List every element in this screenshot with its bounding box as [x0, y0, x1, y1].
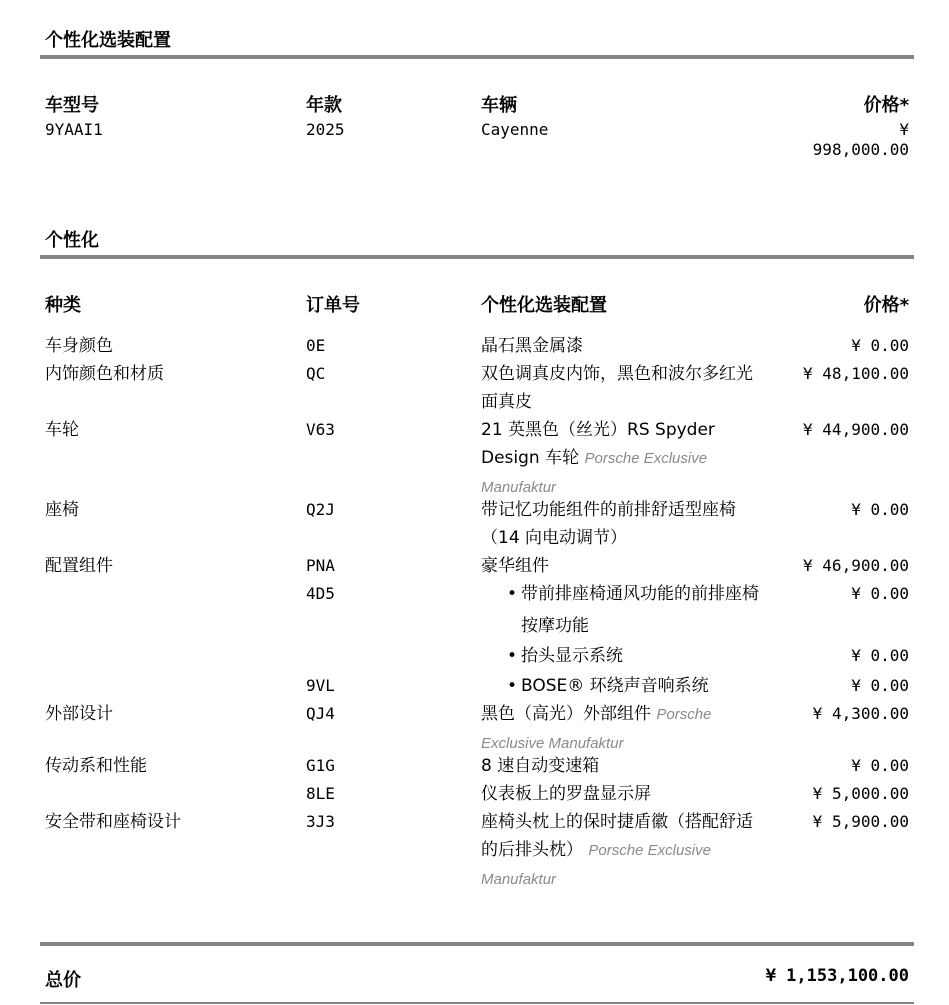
table-row	[0, 360, 949, 412]
option: 抬头显示系统	[521, 646, 623, 666]
header-code: 订单号	[306, 295, 360, 316]
price: ¥ 0.00	[851, 646, 909, 665]
option: 晶石黑金属漆	[481, 336, 583, 356]
category: 安全带和座椅设计	[45, 812, 181, 832]
model-value: 9YAAI1	[45, 120, 103, 139]
table-row	[0, 700, 949, 752]
price: ¥ 44,900.00	[803, 420, 909, 439]
price: ¥ 5,900.00	[812, 812, 909, 831]
divider	[40, 55, 914, 59]
code: 4D5	[306, 584, 335, 603]
base-price-currency: ¥	[899, 120, 909, 139]
category: 配置组件	[45, 556, 113, 576]
option: BOSE® 环绕声音响系统	[521, 676, 709, 696]
option-note: Porsche Exclusive Manufaktur	[481, 842, 711, 888]
divider	[40, 255, 914, 259]
table-row	[0, 332, 949, 360]
option-note: Porsche Exclusive Manufaktur	[481, 706, 712, 752]
price: ¥ 5,000.00	[812, 784, 909, 803]
option: 豪华组件	[481, 556, 549, 576]
code: 3J3	[306, 812, 335, 831]
code: 0E	[306, 336, 326, 355]
header-price: 价格*	[863, 295, 909, 316]
total-value: ¥ 1,153,100.00	[765, 966, 909, 986]
code: V63	[306, 420, 335, 439]
option: 座椅头枕上的保时捷盾徽（搭配舒适的后排头枕）	[481, 812, 753, 860]
category: 车身颜色	[45, 336, 113, 356]
category: 内饰颜色和材质	[45, 364, 164, 384]
option: 带记忆功能组件的前排舒适型座椅（14 向电动调节）	[481, 500, 736, 548]
option: 仪表板上的罗盘显示屏	[481, 784, 651, 804]
table-row	[0, 580, 949, 636]
price: ¥ 46,900.00	[803, 556, 909, 575]
price: ¥ 0.00	[851, 500, 909, 519]
code: 9VL	[306, 676, 335, 695]
category: 车轮	[45, 420, 79, 440]
total-label: 总价	[45, 970, 81, 991]
config-title: 个性化选装配置	[45, 30, 171, 51]
header-vehicle: 车辆	[481, 95, 517, 116]
header-year: 年款	[306, 95, 342, 116]
code: Q2J	[306, 500, 335, 519]
table-row	[0, 642, 949, 670]
personalization-title: 个性化	[45, 230, 99, 251]
option-note: Porsche Exclusive Manufaktur	[481, 450, 708, 496]
vehicle-value: Cayenne	[481, 120, 549, 139]
table-row	[0, 552, 949, 580]
code: QC	[306, 364, 326, 383]
header-category: 种类	[45, 295, 81, 316]
code: QJ4	[306, 704, 335, 723]
header-option: 个性化选装配置	[481, 295, 607, 316]
price: ¥ 0.00	[851, 676, 909, 695]
category: 传动系和性能	[45, 756, 147, 776]
price: ¥ 0.00	[851, 584, 909, 603]
price: ¥ 0.00	[851, 336, 909, 355]
bullet-icon: •	[507, 646, 518, 666]
option: 带前排座椅通风功能的前排座椅按摩功能	[521, 584, 759, 636]
option: 21 英黑色（丝光）RS Spyder Design 车轮	[481, 420, 715, 468]
option: 黑色（高光）外部组件	[481, 704, 651, 724]
price: ¥ 48,100.00	[803, 364, 909, 383]
price: ¥ 0.00	[851, 756, 909, 775]
divider	[40, 942, 914, 946]
table-row	[0, 752, 949, 780]
header-price: 价格*	[863, 95, 909, 116]
code: G1G	[306, 756, 335, 775]
bullet-icon: •	[507, 676, 518, 696]
category: 座椅	[45, 500, 79, 520]
table-row	[0, 672, 949, 700]
code: PNA	[306, 556, 335, 575]
header-model: 车型号	[45, 95, 99, 116]
base-price-value: 998,000.00	[812, 140, 909, 159]
price: ¥ 4,300.00	[812, 704, 909, 723]
option: 双色调真皮内饰，黑色和波尔多红光面真皮	[481, 364, 753, 412]
option: 8 速自动变速箱	[481, 756, 600, 776]
year-value: 2025	[306, 120, 345, 139]
code: 8LE	[306, 784, 335, 803]
divider	[40, 1002, 914, 1004]
table-row	[0, 808, 949, 888]
table-row	[0, 780, 949, 808]
category: 外部设计	[45, 704, 113, 724]
bullet-icon: •	[507, 584, 518, 604]
table-row	[0, 416, 949, 496]
table-row	[0, 496, 949, 548]
